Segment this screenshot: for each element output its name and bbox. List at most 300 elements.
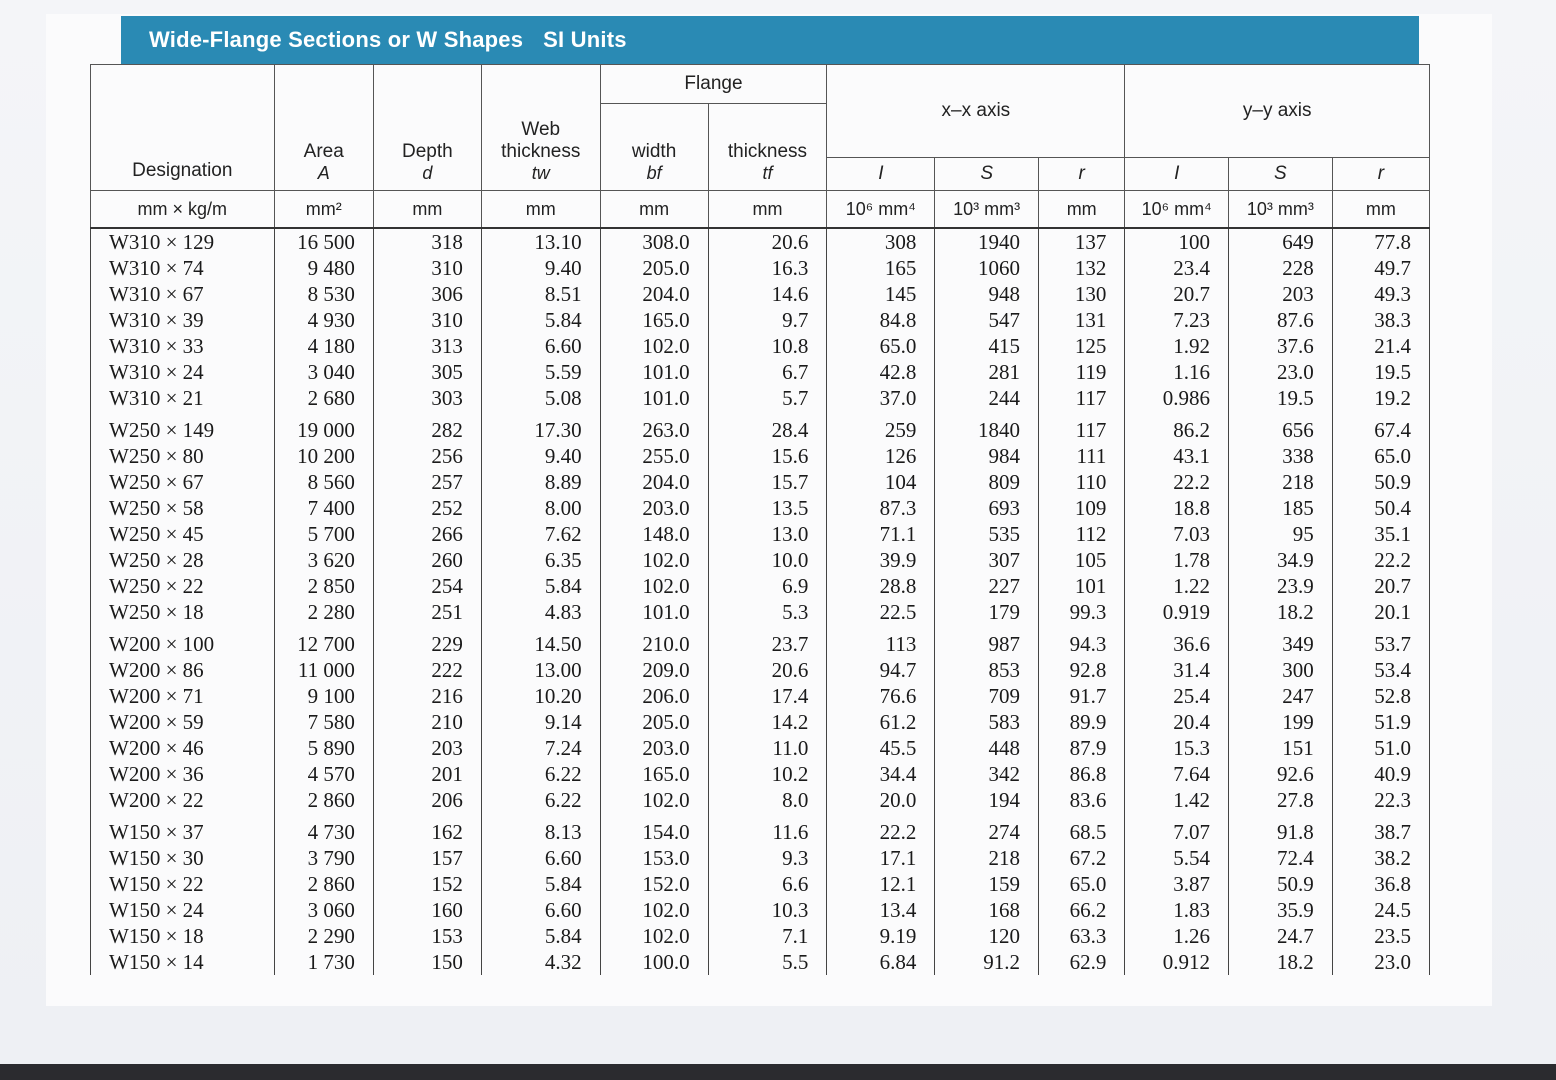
cell-flange-width: 102.0 xyxy=(600,923,708,949)
cell-sy: 91.8 xyxy=(1229,813,1333,845)
cell-designation: W200 × 59 xyxy=(91,709,275,735)
cell-web-thickness: 5.84 xyxy=(481,573,600,599)
cell-flange-thickness: 7.1 xyxy=(708,923,827,949)
cell-area: 4 570 xyxy=(274,761,373,787)
header-yy-axis: y–y axis xyxy=(1125,65,1430,158)
units-row xyxy=(91,191,1430,229)
cell-designation: W310 × 24 xyxy=(91,359,275,385)
cell-rx: 117 xyxy=(1038,411,1124,443)
cell-rx: 86.8 xyxy=(1038,761,1124,787)
cell-designation: W250 × 149 xyxy=(91,411,275,443)
cell-ix: 308 xyxy=(827,228,935,255)
cell-depth: 256 xyxy=(373,443,481,469)
cell-area: 5 890 xyxy=(274,735,373,761)
cell-sy: 18.2 xyxy=(1229,599,1333,625)
cell-sy: 37.6 xyxy=(1229,333,1333,359)
cell-ix: 22.5 xyxy=(827,599,935,625)
cell-flange-width: 203.0 xyxy=(600,735,708,761)
header-designation: Designation xyxy=(91,65,275,191)
cell-depth: 318 xyxy=(373,228,481,255)
cell-depth: 251 xyxy=(373,599,481,625)
cell-iy: 3.87 xyxy=(1125,871,1229,897)
cell-flange-width: 102.0 xyxy=(600,787,708,813)
cell-ix: 61.2 xyxy=(827,709,935,735)
cell-sy: 87.6 xyxy=(1229,307,1333,333)
cell-sx: 342 xyxy=(935,761,1039,787)
cell-depth: 305 xyxy=(373,359,481,385)
table-row xyxy=(91,573,1430,599)
cell-flange-thickness: 9.7 xyxy=(708,307,827,333)
cell-flange-thickness: 13.0 xyxy=(708,521,827,547)
table-header xyxy=(91,65,1430,229)
cell-depth: 201 xyxy=(373,761,481,787)
cell-ix: 126 xyxy=(827,443,935,469)
cell-iy: 1.83 xyxy=(1125,897,1229,923)
table-row xyxy=(91,871,1430,897)
cell-ry: 51.9 xyxy=(1332,709,1429,735)
cell-depth: 150 xyxy=(373,949,481,975)
cell-web-thickness: 5.84 xyxy=(481,871,600,897)
cell-iy: 0.986 xyxy=(1125,385,1229,411)
cell-designation: W310 × 129 xyxy=(91,228,275,255)
cell-sy: 95 xyxy=(1229,521,1333,547)
cell-ry: 38.2 xyxy=(1332,845,1429,871)
cell-area: 7 580 xyxy=(274,709,373,735)
header-flange: Flange xyxy=(600,65,827,104)
cell-flange-width: 165.0 xyxy=(600,307,708,333)
cell-designation: W150 × 14 xyxy=(91,949,275,975)
cell-iy: 1.22 xyxy=(1125,573,1229,599)
cell-ry: 51.0 xyxy=(1332,735,1429,761)
cell-flange-width: 102.0 xyxy=(600,333,708,359)
cell-ry: 20.7 xyxy=(1332,573,1429,599)
cell-ix: 113 xyxy=(827,625,935,657)
cell-area: 16 500 xyxy=(274,228,373,255)
cell-area: 7 400 xyxy=(274,495,373,521)
cell-depth: 303 xyxy=(373,385,481,411)
cell-rx: 130 xyxy=(1038,281,1124,307)
cell-flange-width: 204.0 xyxy=(600,469,708,495)
cell-iy: 23.4 xyxy=(1125,255,1229,281)
cell-designation: W150 × 22 xyxy=(91,871,275,897)
cell-web-thickness: 9.40 xyxy=(481,443,600,469)
cell-depth: 282 xyxy=(373,411,481,443)
cell-ix: 22.2 xyxy=(827,813,935,845)
cell-iy: 7.03 xyxy=(1125,521,1229,547)
cell-designation: W250 × 67 xyxy=(91,469,275,495)
table-title: Wide-Flange Sections or W Shapes xyxy=(149,27,524,52)
cell-depth: 229 xyxy=(373,625,481,657)
cell-sx: 1940 xyxy=(935,228,1039,255)
unit-area: mm² xyxy=(274,191,373,229)
cell-area: 2 680 xyxy=(274,385,373,411)
cell-area: 2 860 xyxy=(274,787,373,813)
unit-sx: 10³ mm³ xyxy=(935,191,1039,229)
cell-rx: 68.5 xyxy=(1038,813,1124,845)
cell-rx: 87.9 xyxy=(1038,735,1124,761)
cell-flange-width: 205.0 xyxy=(600,255,708,281)
cell-area: 11 000 xyxy=(274,657,373,683)
cell-rx: 101 xyxy=(1038,573,1124,599)
cell-designation: W250 × 22 xyxy=(91,573,275,599)
cell-area: 5 700 xyxy=(274,521,373,547)
cell-rx: 110 xyxy=(1038,469,1124,495)
cell-rx: 65.0 xyxy=(1038,871,1124,897)
cell-designation: W150 × 37 xyxy=(91,813,275,845)
cell-flange-thickness: 6.6 xyxy=(708,871,827,897)
cell-designation: W200 × 86 xyxy=(91,657,275,683)
table-row xyxy=(91,735,1430,761)
cell-web-thickness: 13.00 xyxy=(481,657,600,683)
cell-rx: 119 xyxy=(1038,359,1124,385)
cell-flange-thickness: 23.7 xyxy=(708,625,827,657)
cell-ix: 17.1 xyxy=(827,845,935,871)
cell-flange-width: 165.0 xyxy=(600,761,708,787)
cell-iy: 31.4 xyxy=(1125,657,1229,683)
cell-rx: 131 xyxy=(1038,307,1124,333)
header-depth: Depth d xyxy=(373,65,481,191)
cell-sx: 218 xyxy=(935,845,1039,871)
cell-web-thickness: 4.83 xyxy=(481,599,600,625)
cell-flange-thickness: 10.3 xyxy=(708,897,827,923)
cell-area: 3 060 xyxy=(274,897,373,923)
cell-sx: 168 xyxy=(935,897,1039,923)
table-row xyxy=(91,787,1430,813)
cell-flange-thickness: 5.7 xyxy=(708,385,827,411)
cell-area: 1 730 xyxy=(274,949,373,975)
cell-rx: 62.9 xyxy=(1038,949,1124,975)
cell-sy: 72.4 xyxy=(1229,845,1333,871)
cell-flange-width: 102.0 xyxy=(600,547,708,573)
cell-sx: 583 xyxy=(935,709,1039,735)
cell-ix: 84.8 xyxy=(827,307,935,333)
cell-depth: 216 xyxy=(373,683,481,709)
cell-flange-thickness: 8.0 xyxy=(708,787,827,813)
cell-designation: W310 × 33 xyxy=(91,333,275,359)
cell-web-thickness: 8.51 xyxy=(481,281,600,307)
cell-sx: 809 xyxy=(935,469,1039,495)
cell-web-thickness: 5.84 xyxy=(481,923,600,949)
cell-web-thickness: 8.00 xyxy=(481,495,600,521)
cell-sx: 91.2 xyxy=(935,949,1039,975)
table-row xyxy=(91,683,1430,709)
cell-web-thickness: 9.14 xyxy=(481,709,600,735)
cell-designation: W250 × 80 xyxy=(91,443,275,469)
cell-sy: 34.9 xyxy=(1229,547,1333,573)
cell-ry: 23.5 xyxy=(1332,923,1429,949)
cell-flange-thickness: 10.2 xyxy=(708,761,827,787)
cell-flange-width: 210.0 xyxy=(600,625,708,657)
cell-ry: 50.9 xyxy=(1332,469,1429,495)
cell-ix: 165 xyxy=(827,255,935,281)
table-row xyxy=(91,547,1430,573)
cell-iy: 36.6 xyxy=(1125,625,1229,657)
cell-iy: 7.07 xyxy=(1125,813,1229,845)
cell-flange-width: 209.0 xyxy=(600,657,708,683)
cell-rx: 105 xyxy=(1038,547,1124,573)
cell-ry: 24.5 xyxy=(1332,897,1429,923)
cell-flange-width: 205.0 xyxy=(600,709,708,735)
cell-sx: 415 xyxy=(935,333,1039,359)
cell-flange-thickness: 6.7 xyxy=(708,359,827,385)
cell-web-thickness: 5.08 xyxy=(481,385,600,411)
cell-sy: 218 xyxy=(1229,469,1333,495)
cell-sx: 853 xyxy=(935,657,1039,683)
cell-sy: 19.5 xyxy=(1229,385,1333,411)
cell-sx: 120 xyxy=(935,923,1039,949)
cell-web-thickness: 5.84 xyxy=(481,307,600,333)
cell-depth: 254 xyxy=(373,573,481,599)
cell-ix: 45.5 xyxy=(827,735,935,761)
cell-area: 8 530 xyxy=(274,281,373,307)
cell-sx: 179 xyxy=(935,599,1039,625)
cell-web-thickness: 6.22 xyxy=(481,761,600,787)
cell-web-thickness: 7.24 xyxy=(481,735,600,761)
cell-depth: 257 xyxy=(373,469,481,495)
table-row xyxy=(91,255,1430,281)
cell-iy: 1.92 xyxy=(1125,333,1229,359)
cell-ix: 6.84 xyxy=(827,949,935,975)
cell-area: 3 040 xyxy=(274,359,373,385)
cell-rx: 132 xyxy=(1038,255,1124,281)
cell-rx: 99.3 xyxy=(1038,599,1124,625)
cell-flange-width: 101.0 xyxy=(600,599,708,625)
cell-web-thickness: 6.60 xyxy=(481,333,600,359)
cell-iy: 25.4 xyxy=(1125,683,1229,709)
cell-area: 9 100 xyxy=(274,683,373,709)
cell-iy: 18.8 xyxy=(1125,495,1229,521)
header-yy-i: I xyxy=(1125,158,1229,191)
cell-rx: 117 xyxy=(1038,385,1124,411)
cell-ix: 34.4 xyxy=(827,761,935,787)
cell-sx: 1840 xyxy=(935,411,1039,443)
cell-iy: 22.2 xyxy=(1125,469,1229,495)
cell-sx: 987 xyxy=(935,625,1039,657)
cell-designation: W250 × 18 xyxy=(91,599,275,625)
cell-designation: W200 × 100 xyxy=(91,625,275,657)
cell-designation: W250 × 58 xyxy=(91,495,275,521)
cell-designation: W310 × 39 xyxy=(91,307,275,333)
cell-depth: 203 xyxy=(373,735,481,761)
cell-ix: 104 xyxy=(827,469,935,495)
table-row xyxy=(91,307,1430,333)
table-row xyxy=(91,359,1430,385)
cell-sy: 656 xyxy=(1229,411,1333,443)
cell-depth: 306 xyxy=(373,281,481,307)
cell-area: 4 730 xyxy=(274,813,373,845)
unit-rx: mm xyxy=(1038,191,1124,229)
table-row xyxy=(91,521,1430,547)
cell-sx: 244 xyxy=(935,385,1039,411)
cell-iy: 1.16 xyxy=(1125,359,1229,385)
cell-area: 2 860 xyxy=(274,871,373,897)
cell-flange-thickness: 6.9 xyxy=(708,573,827,599)
cell-iy: 0.919 xyxy=(1125,599,1229,625)
cell-sx: 535 xyxy=(935,521,1039,547)
cell-depth: 206 xyxy=(373,787,481,813)
cell-ix: 65.0 xyxy=(827,333,935,359)
cell-ry: 20.1 xyxy=(1332,599,1429,625)
cell-ry: 52.8 xyxy=(1332,683,1429,709)
cell-sy: 35.9 xyxy=(1229,897,1333,923)
cell-flange-thickness: 20.6 xyxy=(708,228,827,255)
cell-rx: 125 xyxy=(1038,333,1124,359)
cell-sx: 984 xyxy=(935,443,1039,469)
cell-rx: 67.2 xyxy=(1038,845,1124,871)
cell-sx: 448 xyxy=(935,735,1039,761)
cell-depth: 310 xyxy=(373,255,481,281)
cell-flange-width: 102.0 xyxy=(600,573,708,599)
cell-ry: 21.4 xyxy=(1332,333,1429,359)
cell-iy: 1.78 xyxy=(1125,547,1229,573)
cell-sy: 338 xyxy=(1229,443,1333,469)
unit-depth: mm xyxy=(373,191,481,229)
table-row xyxy=(91,949,1430,975)
cell-sy: 92.6 xyxy=(1229,761,1333,787)
cell-iy: 1.42 xyxy=(1125,787,1229,813)
cell-area: 9 480 xyxy=(274,255,373,281)
cell-flange-width: 263.0 xyxy=(600,411,708,443)
cell-ix: 145 xyxy=(827,281,935,307)
cell-designation: W310 × 74 xyxy=(91,255,275,281)
header-flange-thickness: thickness tf xyxy=(708,104,827,191)
cell-rx: 94.3 xyxy=(1038,625,1124,657)
screen-bezel xyxy=(0,1064,1556,1080)
cell-sx: 159 xyxy=(935,871,1039,897)
header-xx-s: S xyxy=(935,158,1039,191)
table-row xyxy=(91,411,1430,443)
cell-sy: 23.9 xyxy=(1229,573,1333,599)
cell-ry: 65.0 xyxy=(1332,443,1429,469)
cell-ry: 50.4 xyxy=(1332,495,1429,521)
header-flange-width: width bf xyxy=(600,104,708,191)
cell-ix: 13.4 xyxy=(827,897,935,923)
cell-flange-thickness: 14.6 xyxy=(708,281,827,307)
cell-depth: 157 xyxy=(373,845,481,871)
cell-ry: 22.3 xyxy=(1332,787,1429,813)
unit-bf: mm xyxy=(600,191,708,229)
cell-area: 12 700 xyxy=(274,625,373,657)
table-units-label: SI Units xyxy=(543,27,627,52)
header-xx-r: r xyxy=(1038,158,1124,191)
cell-ry: 49.7 xyxy=(1332,255,1429,281)
cell-ry: 77.8 xyxy=(1332,228,1429,255)
cell-area: 2 850 xyxy=(274,573,373,599)
cell-ry: 19.2 xyxy=(1332,385,1429,411)
cell-ry: 38.7 xyxy=(1332,813,1429,845)
cell-ry: 22.2 xyxy=(1332,547,1429,573)
w-shapes-table xyxy=(90,64,1430,975)
cell-flange-thickness: 9.3 xyxy=(708,845,827,871)
cell-flange-width: 206.0 xyxy=(600,683,708,709)
cell-sy: 228 xyxy=(1229,255,1333,281)
cell-depth: 160 xyxy=(373,897,481,923)
cell-sx: 307 xyxy=(935,547,1039,573)
cell-sy: 27.8 xyxy=(1229,787,1333,813)
cell-ix: 259 xyxy=(827,411,935,443)
cell-sy: 18.2 xyxy=(1229,949,1333,975)
cell-flange-width: 101.0 xyxy=(600,359,708,385)
cell-web-thickness: 6.60 xyxy=(481,845,600,871)
cell-depth: 210 xyxy=(373,709,481,735)
cell-ry: 23.0 xyxy=(1332,949,1429,975)
table-row xyxy=(91,813,1430,845)
table-row xyxy=(91,897,1430,923)
cell-ix: 28.8 xyxy=(827,573,935,599)
cell-iy: 20.7 xyxy=(1125,281,1229,307)
cell-rx: 91.7 xyxy=(1038,683,1124,709)
cell-depth: 222 xyxy=(373,657,481,683)
cell-sx: 547 xyxy=(935,307,1039,333)
cell-rx: 66.2 xyxy=(1038,897,1124,923)
cell-sx: 948 xyxy=(935,281,1039,307)
cell-flange-thickness: 14.2 xyxy=(708,709,827,735)
cell-ix: 20.0 xyxy=(827,787,935,813)
table-row xyxy=(91,599,1430,625)
cell-web-thickness: 6.60 xyxy=(481,897,600,923)
cell-flange-width: 153.0 xyxy=(600,845,708,871)
cell-ry: 38.3 xyxy=(1332,307,1429,333)
cell-ix: 71.1 xyxy=(827,521,935,547)
cell-sy: 203 xyxy=(1229,281,1333,307)
cell-flange-thickness: 15.7 xyxy=(708,469,827,495)
cell-area: 3 620 xyxy=(274,547,373,573)
cell-sy: 300 xyxy=(1229,657,1333,683)
cell-rx: 92.8 xyxy=(1038,657,1124,683)
cell-sx: 227 xyxy=(935,573,1039,599)
table-row xyxy=(91,657,1430,683)
cell-web-thickness: 6.35 xyxy=(481,547,600,573)
cell-ix: 42.8 xyxy=(827,359,935,385)
cell-ry: 53.7 xyxy=(1332,625,1429,657)
cell-sy: 24.7 xyxy=(1229,923,1333,949)
cell-flange-width: 102.0 xyxy=(600,897,708,923)
cell-designation: W200 × 71 xyxy=(91,683,275,709)
unit-web: mm xyxy=(481,191,600,229)
cell-designation: W310 × 21 xyxy=(91,385,275,411)
cell-rx: 89.9 xyxy=(1038,709,1124,735)
table-row xyxy=(91,495,1430,521)
cell-flange-thickness: 28.4 xyxy=(708,411,827,443)
cell-ix: 9.19 xyxy=(827,923,935,949)
cell-rx: 112 xyxy=(1038,521,1124,547)
cell-web-thickness: 8.13 xyxy=(481,813,600,845)
header-yy-s: S xyxy=(1229,158,1333,191)
cell-flange-width: 148.0 xyxy=(600,521,708,547)
cell-sy: 349 xyxy=(1229,625,1333,657)
cell-flange-width: 154.0 xyxy=(600,813,708,845)
header-area: Area A xyxy=(274,65,373,191)
cell-depth: 260 xyxy=(373,547,481,573)
cell-sx: 194 xyxy=(935,787,1039,813)
unit-designation: mm × kg/m xyxy=(91,191,275,229)
cell-iy: 7.64 xyxy=(1125,761,1229,787)
cell-rx: 137 xyxy=(1038,228,1124,255)
cell-flange-thickness: 17.4 xyxy=(708,683,827,709)
cell-ry: 67.4 xyxy=(1332,411,1429,443)
cell-flange-thickness: 5.5 xyxy=(708,949,827,975)
cell-web-thickness: 9.40 xyxy=(481,255,600,281)
cell-designation: W200 × 36 xyxy=(91,761,275,787)
cell-ix: 76.6 xyxy=(827,683,935,709)
table-row xyxy=(91,625,1430,657)
cell-depth: 153 xyxy=(373,923,481,949)
cell-designation: W250 × 28 xyxy=(91,547,275,573)
cell-designation: W200 × 22 xyxy=(91,787,275,813)
cell-ry: 40.9 xyxy=(1332,761,1429,787)
cell-ix: 37.0 xyxy=(827,385,935,411)
cell-area: 10 200 xyxy=(274,443,373,469)
